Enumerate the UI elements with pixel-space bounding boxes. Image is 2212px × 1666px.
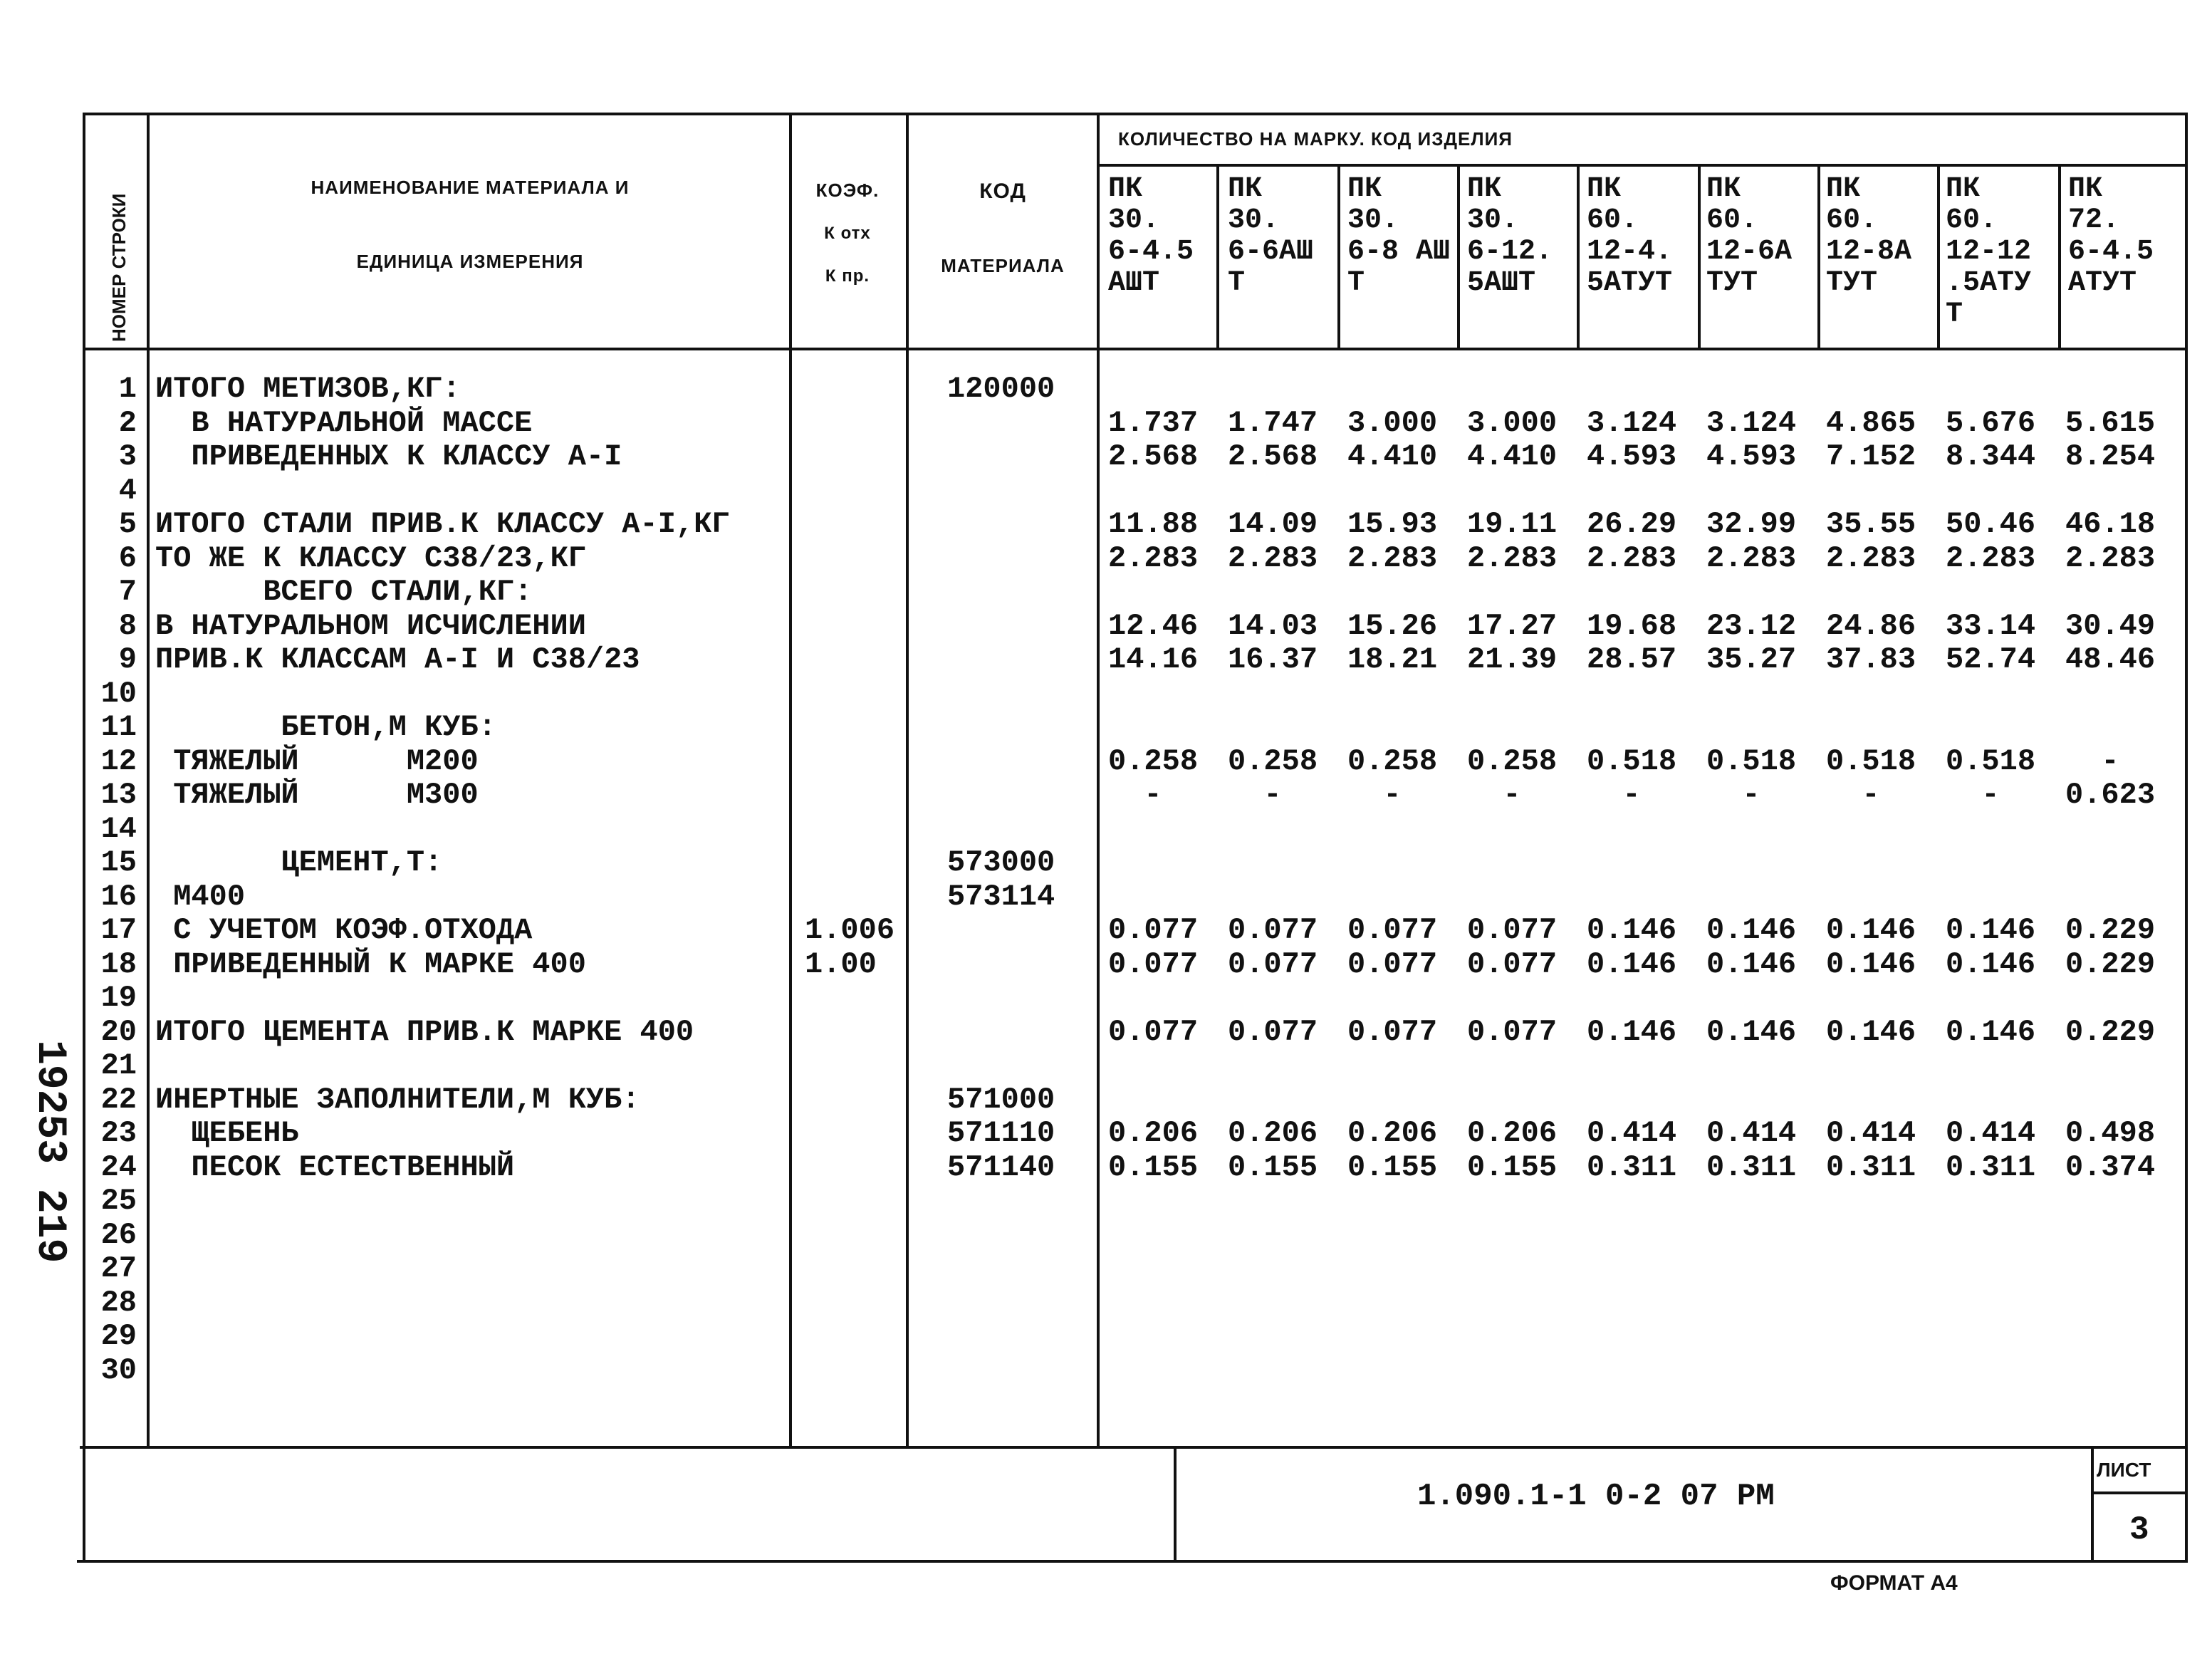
material-name: ИНЕРТНЫЕ ЗАПОЛНИТЕЛИ,М КУБ: [155, 1082, 640, 1117]
quantity-cell: 19.11 [1467, 507, 1558, 541]
quantity-cell: 35.55 [1826, 507, 1916, 541]
quantity-cell: - [1706, 778, 1760, 812]
quantity-cell: 11.88 [1108, 507, 1199, 541]
coef-header-line1: КОЭФ. [815, 179, 880, 201]
row-number: 3 [118, 439, 137, 474]
quantity-cell: 0.414 [1826, 1116, 1916, 1150]
quantity-cell: 0.311 [1587, 1150, 1677, 1185]
quantity-cell: 0.311 [1826, 1150, 1916, 1185]
row-number: 5 [118, 507, 137, 541]
quantity-cell: 0.414 [1706, 1116, 1797, 1150]
quantity-cell: 0.146 [1826, 947, 1916, 982]
material-name: С УЧЕТОМ КОЭФ.ОТХОДА [155, 913, 533, 947]
row-number: 25 [100, 1184, 137, 1218]
quantity-cell: 1.737 [1108, 405, 1199, 440]
sheet-number: 3 [2129, 1511, 2149, 1548]
quantity-cell: 0.146 [1946, 913, 2036, 947]
quantity-cell: 0.146 [1587, 913, 1677, 947]
quantity-cell: 15.26 [1347, 608, 1438, 643]
quantity-cell: 2.568 [1108, 439, 1199, 474]
quantity-cell: 0.077 [1108, 913, 1199, 947]
row-number: 23 [100, 1116, 137, 1150]
row-number: 16 [100, 879, 137, 914]
material-code: 571140 [947, 1150, 1055, 1185]
row-number: 11 [100, 710, 137, 744]
quantity-cell: 28.57 [1587, 642, 1677, 677]
quantity-cell: 23.12 [1706, 608, 1797, 643]
material-name: ИТОГО СТАЛИ ПРИВ.К КЛАССУ А-I,КГ [155, 507, 730, 541]
quantity-cell: 0.077 [1347, 913, 1438, 947]
material-name: ПРИВЕДЕННЫХ К КЛАССУ А-I [155, 439, 622, 474]
quantity-cell: 0.155 [1467, 1150, 1558, 1185]
quantity-cell: 21.39 [1467, 642, 1558, 677]
quantity-cell: 15.93 [1347, 507, 1438, 541]
row-number: 29 [100, 1319, 137, 1353]
row-number: 19 [100, 981, 137, 1015]
quantity-cell: 0.146 [1706, 913, 1797, 947]
quantity-cell: 18.21 [1347, 642, 1438, 677]
quantity-cell: 0.518 [1946, 744, 2036, 779]
quantity-cell: - [1946, 778, 2000, 812]
quantity-cell: 0.155 [1108, 1150, 1199, 1185]
quantity-cell: 0.229 [2065, 913, 2156, 947]
quantity-cell: 0.206 [1108, 1116, 1199, 1150]
quantity-cell: 4.865 [1826, 405, 1916, 440]
margin-archive-number: 19253 219 [26, 1040, 73, 1264]
quantity-cell: 0.311 [1946, 1150, 2036, 1185]
quantity-cell: 2.283 [1946, 541, 2036, 576]
quantity-cell: 50.46 [1946, 507, 2036, 541]
row-number: 17 [100, 913, 137, 947]
quantity-cell: 0.146 [1826, 913, 1916, 947]
quantity-cell: 2.283 [1587, 541, 1677, 576]
format-label: ФОРМАТ А4 [1830, 1571, 1958, 1595]
quantity-cell: 2.568 [1228, 439, 1318, 474]
quantity-cell: 0.146 [1826, 1014, 1916, 1049]
row-number: 30 [100, 1353, 137, 1388]
column-header-7: ПК 60. 12-8А ТУТ [1826, 173, 1912, 299]
quantity-cell: 8.344 [1946, 439, 2036, 474]
quantity-cell: 2.283 [1467, 541, 1558, 576]
row-number-header: НОМЕР СТРОКИ [108, 193, 130, 342]
row-number: 18 [100, 947, 137, 982]
quantity-cell: 0.498 [2065, 1116, 2156, 1150]
quantity-cell: 0.077 [1228, 1014, 1318, 1049]
quantity-cell: 14.03 [1228, 608, 1318, 643]
quantity-cell: 0.077 [1108, 947, 1199, 982]
quantity-cell: 4.593 [1706, 439, 1797, 474]
quantity-cell: 0.146 [1946, 947, 2036, 982]
quantity-cell: 2.283 [1706, 541, 1797, 576]
quantity-cell: 26.29 [1587, 507, 1677, 541]
material-name: ЦЕМЕНТ,Т: [155, 845, 443, 880]
row-number: 22 [100, 1082, 137, 1117]
quantity-cell: 0.146 [1587, 947, 1677, 982]
row-number: 9 [118, 642, 137, 677]
quantity-cell: 0.155 [1228, 1150, 1318, 1185]
quantity-cell: 12.46 [1108, 608, 1199, 643]
quantity-cell: 2.283 [1826, 541, 1916, 576]
quantity-cell: 0.518 [1587, 744, 1677, 779]
quantity-cell: 2.283 [2065, 541, 2156, 576]
quantity-cell: 0.155 [1347, 1150, 1438, 1185]
quantity-cell: 0.146 [1946, 1014, 2036, 1049]
column-header-1: ПК 30. 6-4.5 АШТ [1108, 173, 1194, 299]
row-number: 4 [118, 473, 137, 508]
quantity-cell: 16.37 [1228, 642, 1318, 677]
quantity-cell: 0.077 [1228, 913, 1318, 947]
quantity-cell: 0.146 [1706, 947, 1797, 982]
quantity-cell: 0.146 [1706, 1014, 1797, 1049]
row-number: 1 [118, 372, 137, 406]
quantity-cell: 48.46 [2065, 642, 2156, 677]
quantity-cell: 7.152 [1826, 439, 1916, 474]
column-header-8: ПК 60. 12-12 .5АТУ Т [1946, 173, 2032, 330]
column-header-3: ПК 30. 6-8 АШ Т [1347, 173, 1451, 299]
quantity-cell: 2.283 [1108, 541, 1199, 576]
quantity-cell: 46.18 [2065, 507, 2156, 541]
quantity-cell: 4.593 [1587, 439, 1677, 474]
quantity-cell: 0.077 [1347, 947, 1438, 982]
column-header-6: ПК 60. 12-6А ТУТ [1706, 173, 1793, 299]
material-name: ПЕСОК ЕСТЕСТВЕННЫЙ [155, 1150, 515, 1185]
row-number: 15 [100, 845, 137, 880]
row-number: 12 [100, 744, 137, 779]
material-name: ТЯЖЕЛЫЙ М300 [155, 778, 479, 812]
row-number: 13 [100, 778, 137, 812]
quantity-cell: 0.518 [1826, 744, 1916, 779]
row-number: 20 [100, 1014, 137, 1049]
row-number: 6 [118, 541, 137, 576]
quantity-cell: 0.077 [1347, 1014, 1438, 1049]
quantity-cell: 19.68 [1587, 608, 1677, 643]
quantity-cell: 3.124 [1587, 405, 1677, 440]
coefficient-value: 1.00 [805, 947, 877, 982]
quantity-cell: 0.258 [1228, 744, 1318, 779]
quantity-cell: 0.229 [2065, 1014, 2156, 1049]
quantity-cell: 8.254 [2065, 439, 2156, 474]
material-code: 120000 [947, 372, 1055, 406]
name-header-line2: ЕДИНИЦА ИЗМЕРЕНИЯ [356, 251, 584, 272]
quantity-cell: 0.146 [1587, 1014, 1677, 1049]
material-name: М400 [155, 879, 246, 914]
quantity-cell: 33.14 [1946, 608, 2036, 643]
row-number: 26 [100, 1217, 137, 1252]
row-number: 2 [118, 405, 137, 440]
code-header-line2: МАТЕРИАЛА [941, 255, 1065, 276]
document-code: 1.090.1-1 0-2 07 РМ [1417, 1479, 1775, 1514]
quantity-cell: 3.124 [1706, 405, 1797, 440]
quantity-cell: 0.258 [1108, 744, 1199, 779]
material-name: ТЯЖЕЛЫЙ М200 [155, 744, 479, 779]
row-number: 21 [100, 1048, 137, 1083]
quantity-cell: - [1347, 778, 1402, 812]
quantity-cell: 0.077 [1228, 947, 1318, 982]
column-header-9: ПК 72. 6-4.5 АТУТ [2068, 173, 2154, 299]
quantity-cell: 0.077 [1467, 947, 1558, 982]
row-number: 7 [118, 575, 137, 609]
quantity-cell: 0.414 [1587, 1116, 1677, 1150]
quantity-cell: - [1108, 778, 1162, 812]
quantity-cell: 4.410 [1467, 439, 1558, 474]
quantity-cell: 0.077 [1108, 1014, 1199, 1049]
quantity-cell: 0.414 [1946, 1116, 2036, 1150]
row-number: 14 [100, 811, 137, 846]
material-name: ВСЕГО СТАЛИ,КГ: [155, 575, 533, 609]
quantity-cell: 0.258 [1347, 744, 1438, 779]
material-code: 573114 [947, 879, 1055, 914]
quantity-cell: 0.077 [1467, 913, 1558, 947]
quantity-cell: 3.000 [1347, 405, 1438, 440]
quantity-cell: 24.86 [1826, 608, 1916, 643]
material-code: 571110 [947, 1116, 1055, 1150]
column-header-4: ПК 30. 6-12. 5АШТ [1467, 173, 1553, 299]
quantity-cell: 0.311 [1706, 1150, 1797, 1185]
sheet-label: ЛИСТ [2097, 1459, 2151, 1481]
quantity-cell: 3.000 [1467, 405, 1558, 440]
material-name: БЕТОН,М КУБ: [155, 710, 496, 744]
quantity-cell: 4.410 [1347, 439, 1438, 474]
material-name: В НАТУРАЛЬНОЙ МАССЕ [155, 405, 533, 440]
material-name: ПРИВЕДЕННЫЙ К МАРКЕ 400 [155, 947, 586, 982]
quantity-cell: - [1587, 778, 1641, 812]
quantity-cell: 0.206 [1347, 1116, 1438, 1150]
quantity-cell: 0.229 [2065, 947, 2156, 982]
code-header-line1: КОД [979, 179, 1026, 203]
column-header-5: ПК 60. 12-4. 5АТУТ [1587, 173, 1673, 299]
quantity-cell: 0.518 [1706, 744, 1797, 779]
quantity-cell: - [1826, 778, 1880, 812]
quantity-cell: 0.623 [2065, 778, 2156, 812]
material-code: 571000 [947, 1082, 1055, 1117]
coefficient-value: 1.006 [805, 913, 895, 947]
material-name: ЩЕБЕНЬ [155, 1116, 299, 1150]
name-header-line1: НАИМЕНОВАНИЕ МАТЕРИАЛА И [311, 177, 630, 198]
quantity-cell: 52.74 [1946, 642, 2036, 677]
quantity-cell: 0.258 [1467, 744, 1558, 779]
row-number: 27 [100, 1251, 137, 1286]
quantity-cell: 35.27 [1706, 642, 1797, 677]
row-number: 8 [118, 608, 137, 643]
quantity-cell: 37.83 [1826, 642, 1916, 677]
quantity-cell: 2.283 [1228, 541, 1318, 576]
quantity-cell: 14.16 [1108, 642, 1199, 677]
material-name: ИТОГО МЕТИЗОВ,КГ: [155, 372, 461, 406]
row-number: 28 [100, 1285, 137, 1320]
quantity-cell: - [2065, 744, 2119, 779]
quantity-cell: 30.49 [2065, 608, 2156, 643]
quantity-cell: 14.09 [1228, 507, 1318, 541]
material-name: В НАТУРАЛЬНОМ ИСЧИСЛЕНИИ [155, 608, 586, 643]
coef-header-line3: К пр. [825, 266, 870, 286]
column-header-2: ПК 30. 6-6АШ Т [1228, 173, 1314, 299]
quantity-cell: 0.206 [1228, 1116, 1318, 1150]
quantity-cell: 2.283 [1347, 541, 1438, 576]
material-name: ИТОГО ЦЕМЕНТА ПРИВ.К МАРКЕ 400 [155, 1014, 694, 1049]
qty-header-title: КОЛИЧЕСТВО НА МАРКУ. КОД ИЗДЕЛИЯ [1118, 128, 1513, 150]
quantity-cell: 32.99 [1706, 507, 1797, 541]
quantity-cell: 5.615 [2065, 405, 2156, 440]
material-name: ПРИВ.К КЛАССАМ А-I И С38/23 [155, 642, 640, 677]
quantity-cell: - [1467, 778, 1521, 812]
coef-header-line2: К отх [824, 224, 871, 243]
material-name: ТО ЖЕ К КЛАССУ С38/23,КГ [155, 541, 586, 576]
quantity-cell: - [1228, 778, 1282, 812]
quantity-cell: 0.374 [2065, 1150, 2156, 1185]
quantity-cell: 1.747 [1228, 405, 1318, 440]
quantity-cell: 0.206 [1467, 1116, 1558, 1150]
material-code: 573000 [947, 845, 1055, 880]
quantity-cell: 17.27 [1467, 608, 1558, 643]
row-number: 24 [100, 1150, 137, 1185]
row-number: 10 [100, 676, 137, 711]
quantity-cell: 0.077 [1467, 1014, 1558, 1049]
quantity-cell: 5.676 [1946, 405, 2036, 440]
